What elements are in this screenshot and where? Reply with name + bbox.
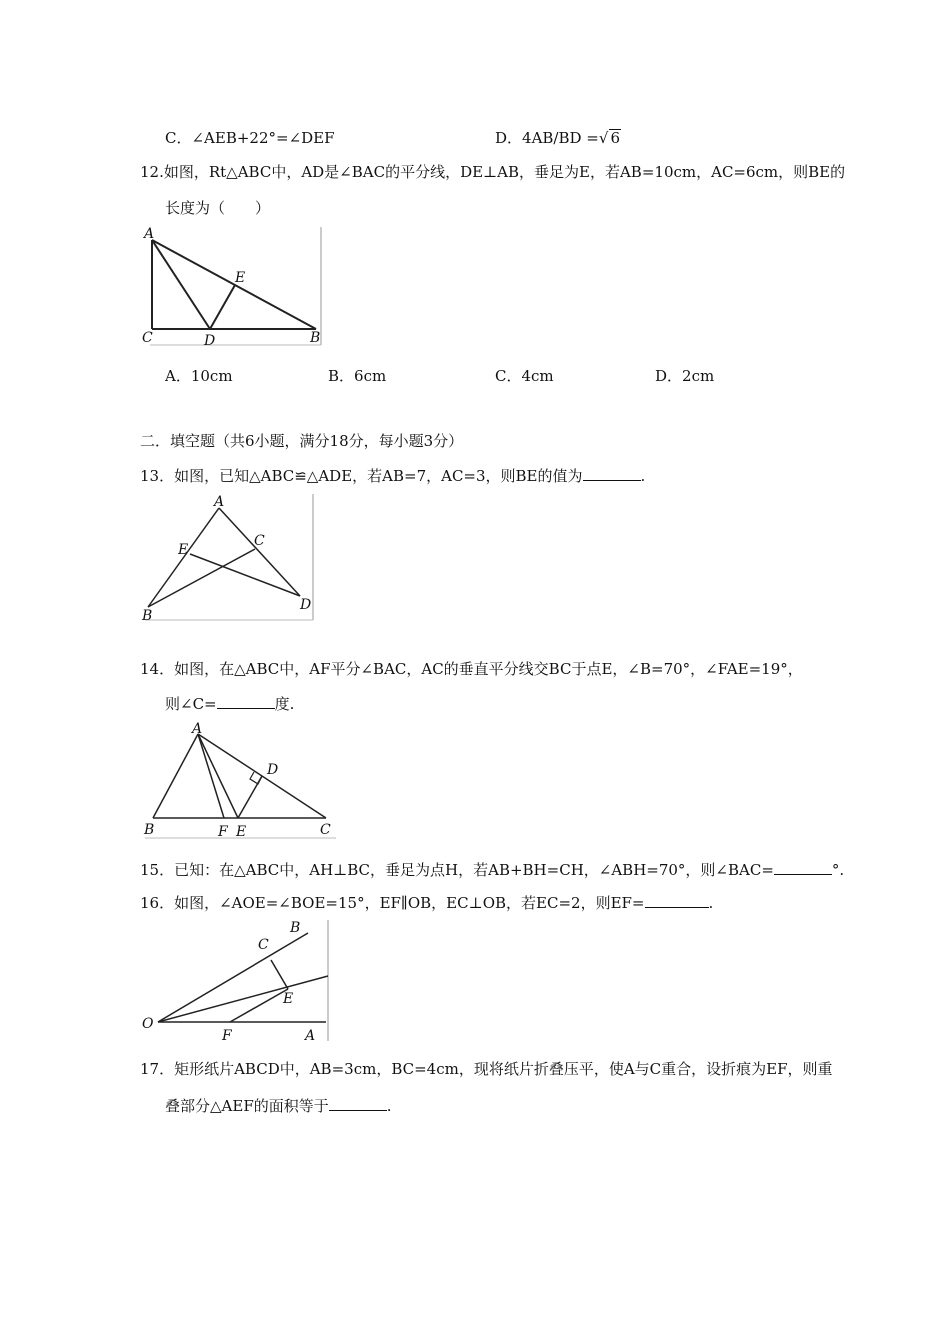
q11-option-d-radicand: 6	[610, 129, 620, 147]
label-a: A	[305, 1028, 316, 1043]
segment-ec	[271, 960, 288, 989]
label-b: B	[144, 822, 155, 838]
q15-answer-blank[interactable]	[774, 860, 832, 875]
label-c: C	[258, 937, 269, 953]
q12-figure	[140, 225, 330, 347]
label-d: D	[267, 762, 279, 778]
q17-stem-end: .	[386, 1097, 392, 1115]
label-c: C	[320, 822, 331, 838]
segment-af	[198, 734, 224, 818]
q17-stem-line2	[165, 1096, 392, 1116]
q12-option-d: D．2cm	[655, 367, 715, 385]
q15-stem-end: °.	[831, 861, 845, 879]
q16-stem-end: .	[708, 894, 714, 912]
label-a: A	[144, 226, 155, 242]
q14-stem-prefix: 则∠C=	[165, 695, 217, 713]
q12-option-a: A．10cm	[165, 367, 233, 385]
q17-stem-line1: 17．矩形纸片ABCD中，AB=3cm，BC=4cm，现将纸片折叠压平，使A与C重合，设折痕为EF，则重	[140, 1060, 833, 1078]
label-f: F	[222, 1028, 232, 1043]
sqrt-symbol: √	[598, 129, 609, 147]
segment-de	[210, 285, 235, 329]
label-d: D	[204, 333, 216, 347]
q15-stem	[140, 860, 844, 880]
q13-figure	[140, 492, 320, 622]
label-e: E	[178, 542, 189, 558]
q11-option-c: C．∠AEB+22°=∠DEF	[165, 129, 335, 147]
q14-stem-line2	[165, 694, 294, 714]
ray-ob	[158, 933, 308, 1022]
q15-stem-text: 15．已知：在△ABC中，AH⊥BC，垂足为点H，若AB+BH=CH，∠ABH=70°，则∠BAC=	[140, 861, 774, 879]
label-b: B	[310, 330, 321, 346]
q12-stem-line2: 长度为（ ）	[165, 199, 271, 217]
label-d: D	[300, 597, 312, 613]
q14-stem-line1: 14．如图，在△ABC中，AF平分∠BAC，AC的垂直平分线交BC于点E，∠B=70°，∠FAE=19°，	[140, 660, 803, 678]
segment-ad	[152, 240, 210, 329]
label-c: C	[142, 330, 153, 346]
q11-option-d-text: D．4AB/BD =	[495, 129, 599, 147]
q12-option-c: C．4cm	[495, 367, 554, 385]
label-e: E	[283, 991, 294, 1007]
q14-answer-blank[interactable]	[217, 694, 275, 709]
label-b: B	[290, 920, 301, 936]
q17-stem-prefix: 叠部分△AEF的面积等于	[165, 1097, 329, 1115]
q13-stem	[140, 466, 645, 486]
label-a: A	[214, 494, 225, 510]
q13-stem-text: 13．如图，已知△ABC≌△ADE，若AB=7，AC=3，则BE的值为	[140, 467, 583, 485]
q13-stem-end: .	[640, 467, 646, 485]
q13-answer-blank[interactable]	[583, 466, 641, 481]
q16-answer-blank[interactable]	[645, 893, 709, 908]
q12-stem-line1: 12.如图，Rt△ABC中，AD是∠BAC的平分线，DE⊥AB，垂足为E，若AB=10cm，AC=6cm，则BE的	[140, 163, 846, 181]
q17-answer-blank[interactable]	[329, 1096, 387, 1111]
q16-stem-text: 16．如图，∠AOE=∠BOE=15°，EF∥OB，EC⊥OB，若EC=2，则EF=	[140, 894, 645, 912]
label-e: E	[235, 270, 246, 286]
segment-ab	[153, 734, 198, 818]
q16-figure	[140, 918, 335, 1043]
label-e: E	[236, 824, 247, 840]
label-o: O	[142, 1016, 154, 1032]
label-a: A	[192, 721, 203, 737]
section-heading: 二．填空题（共6小题，满分18分，每小题3分）	[140, 432, 464, 450]
label-c: C	[254, 533, 265, 549]
q14-figure	[140, 718, 340, 840]
q12-option-b: B．6cm	[328, 367, 387, 385]
label-b: B	[142, 608, 153, 622]
segment-ab	[152, 240, 316, 329]
q11-option-d	[495, 128, 621, 148]
segment-ad	[219, 508, 300, 596]
label-f: F	[218, 824, 228, 840]
q16-stem	[140, 893, 713, 913]
q14-stem-suffix: 度.	[274, 695, 295, 713]
